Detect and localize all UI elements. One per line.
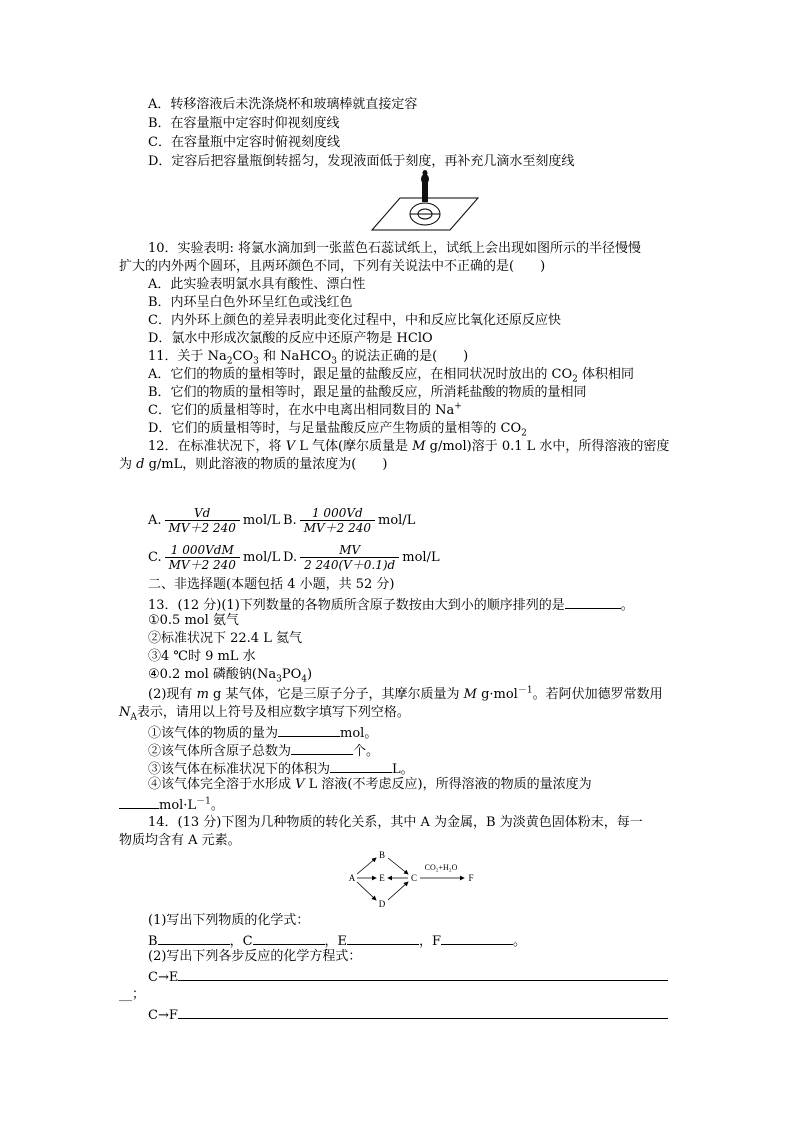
q10-option-c: C．内外环上颜色的差异表明此变化过程中，中和反应比氧化还原反应快 [148,313,561,328]
q14-part2: (2)写出下列各步反应的化学方程式： [148,949,362,964]
q12-stem-2: 为 d g/mL，则此溶液的物质的量浓度为( ) [119,457,388,472]
q13-stem: 13．(12 分)(1)下列数量的各物质所含原子数按由大到小的顺序排列的是 。 [148,594,634,615]
q10-option-d: D．氯水中形成次氯酸的反应中还原产物是 HClO [148,331,433,346]
node-c: C [410,873,418,883]
node-a: A [348,873,356,883]
answer-blank[interactable] [253,930,325,945]
answer-line[interactable] [178,966,668,981]
reagent-label: CO₂+H₂O [424,863,458,872]
litmus-paper-figure [370,168,480,234]
q11-option-a: A．它们的物质的量相等时，跟足量的盐酸反应，在相同状况时放出的 $CO_2$ 体积相同 [148,367,635,385]
answer-blank[interactable] [278,722,340,737]
q12-stem-1: 12．在标准状况下，将 V L 气体(摩尔质量是 M g/mol)溶于 0.1 L 水中，所得溶液的密度 [148,439,670,454]
q11-option-c: C．它们的质量相等时，在水中电离出相同数目的 Na+ [148,401,462,418]
q11-stem: 11．关于 $Na_2CO_3$ 和 NaHCO$_3$ 的说法正确的是( ) [148,349,469,367]
node-b: B [378,850,386,860]
section-heading: 二、非选择题(本题包括 4 小题，共 52 分) [148,577,395,592]
q12-option-c: C. $\frac{\text{1 000VdM}}{MV+2 240}$ mol/L [148,543,281,572]
q12-option-a: A. $\frac{Vd}{MV+2 240}$ mol/L [148,506,281,535]
q10-option-b: B．内环呈白色外环呈红色或浅红色 [148,295,353,310]
answer-blank[interactable] [565,594,621,609]
q11-option-b: B．它们的物质的量相等时，跟足量的盐酸反应，所消耗盐酸的物质的量相同 [148,385,587,400]
q14-formulas: B ，C ，E ，F 。 [148,930,526,951]
q13-part2-1: (2)现有 m g 某气体，它是三原子分子，其摩尔质量为 M g·mol$^{-1}$。若阿伏加德罗常数用 [148,685,663,702]
node-d: D [378,899,386,909]
q14-cf: C→F [148,1004,668,1025]
answer-blank[interactable] [441,930,513,945]
q13-item-3: ③4 ℃时 9 mL 水 [148,649,256,664]
answer-blank[interactable] [347,930,419,945]
q13-sub-1: ①该气体的物质的量为 mol。 [148,722,377,743]
q14-stem-2: 物质均含有 A 元素。 [119,833,241,848]
q13-part2-2: $N_A$表示，请用以上符号及相应数字填写下列空格。 [119,705,410,723]
answer-blank[interactable] [158,930,230,945]
q14-stem-1: 14．(13 分)下图为几种物质的转化关系，其中 A 为金属，B 为淡黄色固体粉末，每一 [148,815,643,830]
answer-blank[interactable] [330,758,392,773]
q9-option-d: D．定容后把容量瓶倒转摇匀，发现液面低于刻度，再补充几滴水至刻度线 [148,154,575,169]
q13-item-2: ②标准状况下 22.4 L 氦气 [148,631,302,646]
q10-stem-2: 扩大的内外两个圆环，且两环颜色不同，下列有关说法中不正确的是( ) [119,259,546,274]
answer-blank[interactable] [119,794,159,809]
conversion-diagram [344,846,482,910]
q9-option-c: C．在容量瓶中定容时俯视刻度线 [148,135,340,150]
q10-stem-1: 10．实验表明: 将氯水滴加到一张蓝色石蕊试纸上，试纸上会出现如图所示的半径慢慢 [148,241,642,256]
q14-ce-cont: __； [119,987,146,1002]
q11-option-d: D．它们的质量相等时，与足量盐酸反应产生物质的量相等的 $CO_2$ [148,421,527,439]
q13-sub-4: ④该气体完全溶于水形成 V L 溶液(不考虑反应)，所得溶液的物质的量浓度为 [148,777,592,792]
q13-sub-4-cont: $mol\cdot L^{-1}$。 [119,794,224,815]
answer-blank[interactable] [291,740,353,755]
q13-sub-3: ③该气体在标准状况下的体积为 L。 [148,758,414,779]
q10-option-a: A．此实验表明氯水具有酸性、漂白性 [148,277,366,292]
q13-item-1: ①0.5 mol 氨气 [148,613,239,628]
q14-part1: (1)写出下列物质的化学式： [148,913,310,928]
q9-option-a: A．转移溶液后未洗涤烧杯和玻璃棒就直接定容 [148,97,418,112]
q13-sub-2: ②该气体所含原子总数为 个。 [148,740,379,761]
q14-ce: C→E [148,966,668,987]
q12-option-b: B. $\frac{1 000Vd}{MV+2 240}$ mol/L [283,506,416,535]
q13-item-4: ④0.2 mol 磷酸钠$(Na_3PO_4)$ [148,667,313,685]
q9-option-b: B．在容量瓶中定容时仰视刻度线 [148,116,340,131]
node-e: E [379,873,385,883]
answer-line[interactable] [178,1004,668,1019]
node-f: F [468,873,474,883]
q12-option-d: D. $\frac{MV}{2 240(V+0.1)d}$ mol/L [283,543,440,572]
